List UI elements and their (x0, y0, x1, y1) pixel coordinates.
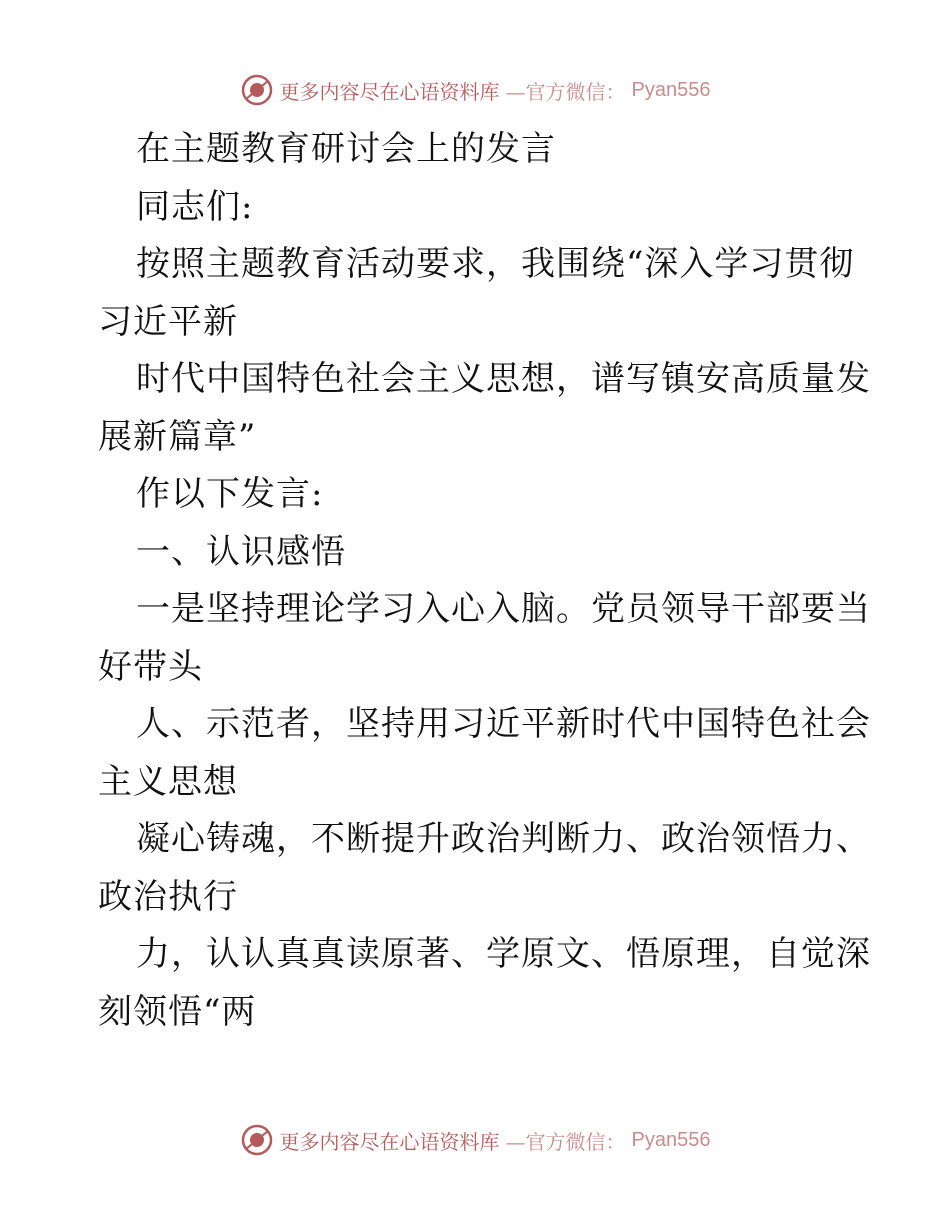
doc-line: 力，认认真真读原著、学原文、悟原理，自觉深 (136, 934, 871, 974)
doc-line: 刻领悟“两 (98, 991, 257, 1032)
document-body (98, 121, 871, 1041)
doc-line: 人、示范者，坚持用习近平新时代中国特色社会 (136, 704, 871, 744)
doc-line: 同志们: (136, 186, 254, 227)
header-watermark (0, 70, 950, 110)
doc-line: 主义思想 (98, 761, 238, 802)
watermark-wechat-id: Pyan556 (631, 78, 711, 101)
doc-line: 时代中国特色社会主义思想，谱写镇安高质量发 (136, 359, 871, 399)
doc-line: 一是坚持理论学习入心入脑。党员领导干部要当 (136, 589, 871, 629)
doc-line: 作以下发言: (136, 474, 324, 514)
doc-title: 在主题教育研讨会上的发言 (136, 129, 556, 169)
doc-line: 凝心铸魂，不断提升政治判断力、政治领悟力、 (136, 819, 871, 859)
doc-line: 政治执行 (98, 876, 238, 917)
doc-line: 习近平新 (98, 301, 238, 342)
doc-line: 好带头 (98, 646, 203, 687)
seal-logo-icon (240, 73, 274, 107)
doc-line: 展新篇章” (98, 416, 257, 457)
watermark-secondary: —官方微信： (505, 1129, 626, 1154)
seal-logo-icon (240, 1123, 274, 1157)
watermark-secondary: —官方微信： (505, 79, 626, 104)
watermark-primary: 更多内容尽在心语资料库 (279, 79, 500, 104)
section-heading: 一、认识感悟 (136, 531, 346, 572)
watermark-wechat-id: Pyan556 (631, 1128, 711, 1151)
doc-line: 按照主题教育活动要求，我围绕“深入学习贯彻 (136, 244, 855, 284)
watermark-primary: 更多内容尽在心语资料库 (279, 1129, 500, 1154)
footer-watermark (0, 1120, 950, 1160)
